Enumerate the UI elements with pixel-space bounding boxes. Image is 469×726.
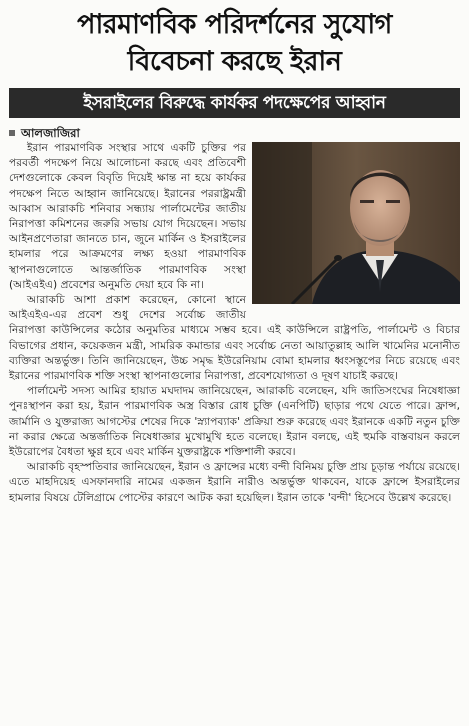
headline-line-1: পারমাণবিক পরিদর্শনের সুযোগ — [77, 9, 392, 40]
paragraph-3: পার্লামেন্ট সদস্য আমির হায়াত মঘদাদম জানিয়েছেন, আরাকচি বলেছেন, যদি জাতিসংঘের নিষেধাজ্ঞা পুনঃস্থাপন করা হয়, ইরান পারমাণবিক অস্ত্র বিস্তার রোধ চুক্তি (এনপিটি) ছাড়ার পথে যেতে পারে। ফ্রান্স, জার্মানি ও যুক্তরাজ্য আগস্টের শেষের দিকে 'স্ন্যাপব্যাক' প্রক্রিয়া শুরু করেছে এবং ইরানকে একটি নতুন চুক্তি না করার ক্ষেত্রে অন্তর্জাতিক নিষেধাজ্ঞার মুখোমুখি হতে বলেছে। ইরান বলছে, এই হুমকি বাস্তবায়ন করলে ইউরোপের বৈধতা ক্ষুণ্ণ হবে এবং মার্কিন যুক্তরাষ্ট্রকে শক্তিশালী করবে। — [9, 384, 460, 459]
headline — [9, 6, 460, 80]
paragraph-2: আরাকচি আশা প্রকাশ করেছেন, কোনো স্থানে আইএইএ-এর প্রবেশ শুধু দেশের সর্বোচ্চ জাতীয় নিরাপত্তা কাউন্সিলের কঠোর অনুমতির মাধ্যমে সম্ভব হবে। এই কাউন্সিলে রাষ্ট্রপতি, পার্লামেন্ট ও বিচার বিভাগের প্রধান, কয়েকজন মন্ত্রী, সামরিক কমান্ডার এবং সর্বোচ্চ নেতা আয়াতুল্লাহ আলি খামেনির মনোনীত ব্যক্তিরা অন্তর্ভুক্ত। তিনি জানিয়েছেন, উচ্চ সমৃদ্ধ ইউরেনিয়াম বোমা হামলার ধ্বংসস্তূপের নিচে রয়েছে এবং ইরানের পারমাণবিক শক্তি সংস্থা স্থাপনাগুলোর নিরাপত্তা, প্রবেশযোগ্যতা ও দূষণ যাচাই করছে। — [9, 293, 460, 383]
article-body — [9, 140, 460, 505]
paragraph-1: ইরান পারমাণবিক সংস্থার সাথে একটি চুক্তির পর পরবর্তী পদক্ষেপ নিয়ে আলোচনা করছে এবং প্রতিবেশী দেশগুলোকে কেবল বিবৃতি দিয়েই ক্ষান্ত না হয়ে কার্যকর পদক্ষেপ নিতে আহ্বান জানিয়েছে। ইরানের পররাষ্ট্রমন্ত্রী আব্বাস আরাকচি শনিবার সন্ধ্যায় পার্লামেন্টের জাতীয় নিরাপত্তা কমিশনের জরুরি সভায় যোগ দিয়েছেন। সভায় আইনপ্রণেতারা জানতে চান, জুনে মার্কিন ও ইসরাইলের হামলার পরে আক্রমণের লক্ষ্য হওয়া পারমাণবিক স্থাপনাগুলোতে আন্তর্জাতিক পারমাণবিক সংস্থা (আইএইএ) প্রবেশের অনুমতি দেয়া হবে কি না। — [9, 141, 246, 291]
subheadline-bar — [9, 88, 460, 118]
byline-source: আলজাজিরা — [21, 126, 80, 140]
subheadline: ইসরাইলের বিরুদ্ধে কার্যকর পদক্ষেপের আহ্বান — [83, 93, 386, 113]
byline — [9, 126, 460, 140]
portrait-image — [252, 142, 460, 304]
byline-bullet-icon — [9, 130, 15, 136]
headline-line-2: বিবেচনা করছে ইরান — [127, 46, 342, 77]
paragraph-4: আরাকচি বৃহস্পতিবার জানিয়েছেন, ইরান ও ফ্রান্সের মধ্যে বন্দী বিনিময় চুক্তি প্রায় চূড়ান্ত পর্যায়ে রয়েছে। এতে মাহদিয়েহ এসফানদারি নামের একজন ইরানি নারীও অন্তর্ভুক্ত থাকবেন, যাকে ফ্রান্সে ইসরাইলের হামলার বিষয়ে টেলিগ্রামে পোস্টের কারণে আটক করা হয়েছিল। ইরান তাকে 'বন্দী' হিসেবে উল্লেখ করেছে। — [9, 460, 460, 504]
minister-photo — [252, 142, 460, 304]
